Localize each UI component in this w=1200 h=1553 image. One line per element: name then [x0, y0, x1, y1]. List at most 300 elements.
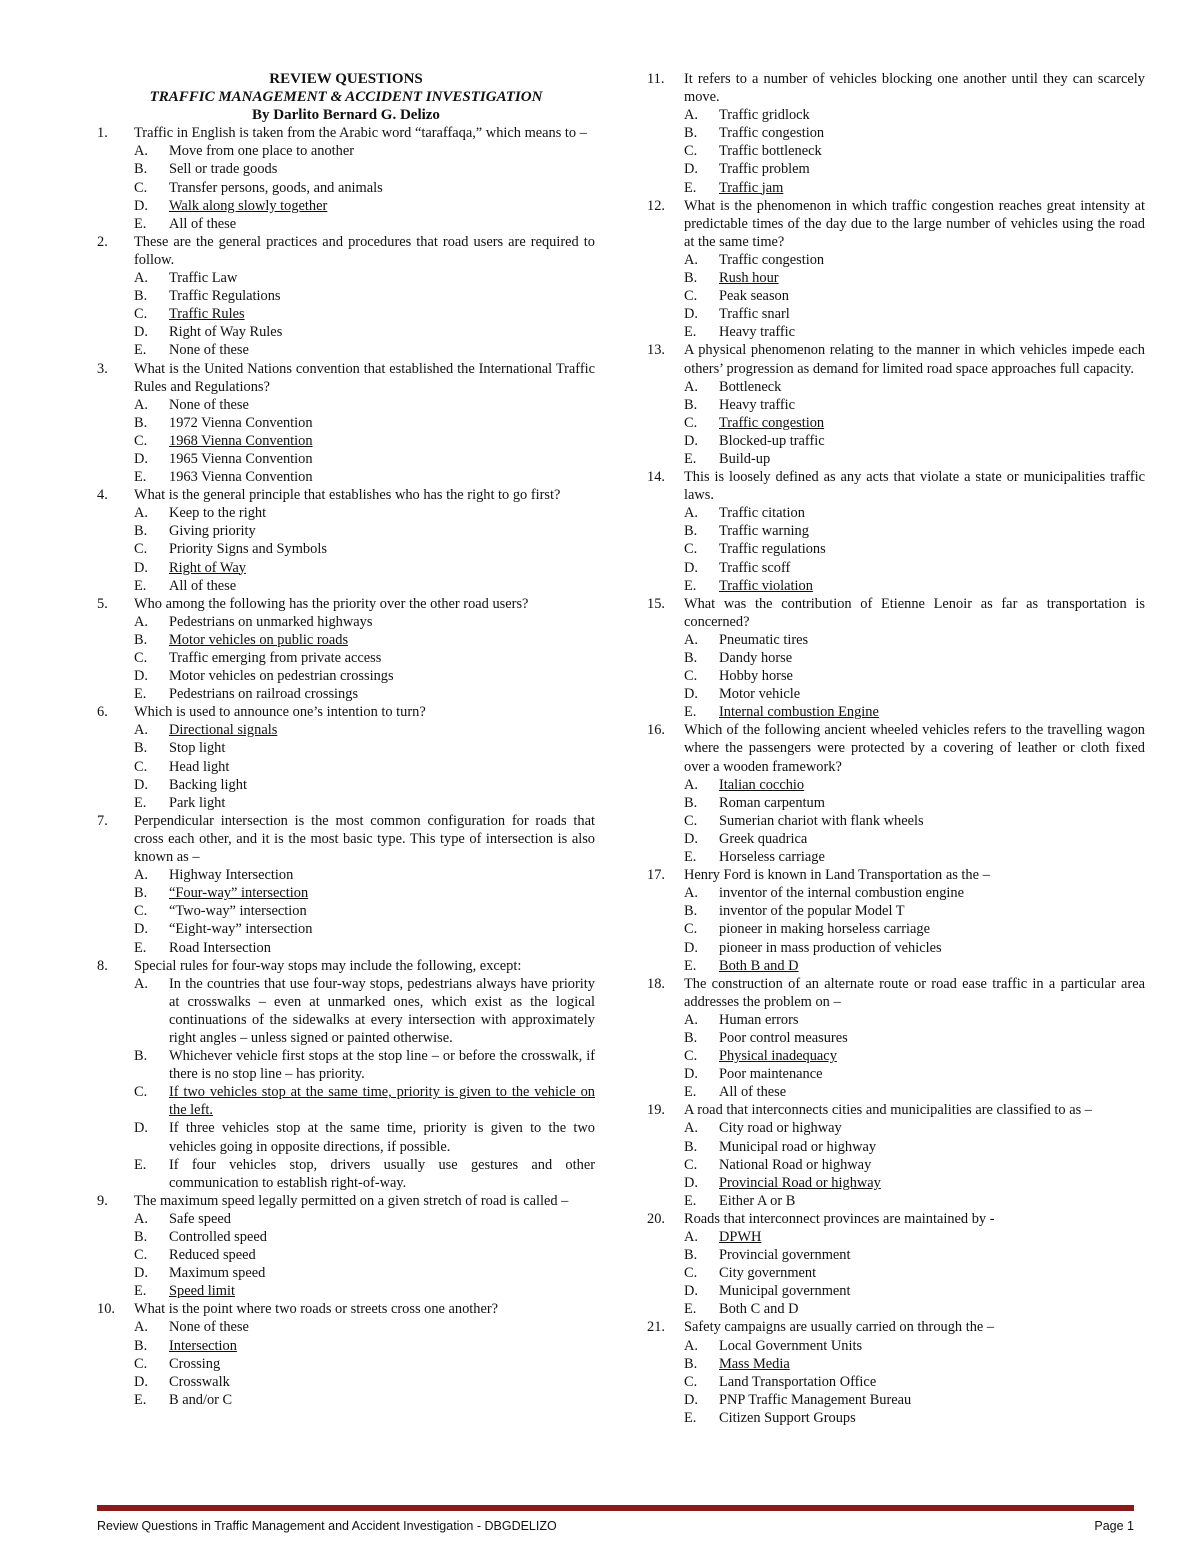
answer-option	[647, 577, 1145, 595]
option-text: “Eight-way” intersection	[169, 921, 313, 938]
correct-answer-text: Traffic congestion	[719, 414, 825, 431]
option-text: Move from one place to another	[169, 143, 355, 160]
option-letter: A.	[684, 1120, 698, 1137]
footer-rule	[97, 1505, 1134, 1511]
option-letter: C.	[684, 143, 698, 160]
option-text: All of these	[169, 215, 237, 232]
option-letter: A.	[134, 613, 148, 630]
option-letter: B.	[134, 631, 148, 648]
question	[97, 703, 595, 721]
answer-option	[97, 866, 595, 884]
answer-option	[97, 559, 595, 577]
question-text: It refers to a number of vehicles blocking one another until they can scarcely move.	[684, 71, 1145, 106]
question-text: The maximum speed legally permitted on a given stretch of road is called –	[134, 1192, 569, 1209]
answer-option	[97, 504, 595, 522]
answer-option	[97, 649, 595, 667]
option-text: inventor of the internal combustion engine	[719, 885, 964, 902]
option-letter: D.	[684, 1066, 698, 1083]
answer-option	[97, 1391, 595, 1409]
option-text: In the countries that use four-way stops, pedestrians always have priority at crosswalks – even at unmarked ones, which exist as the logical continuations of the sidewalks at every intersection with approximately right angles – unless signed or painted otherwise.	[169, 975, 595, 1046]
option-letter: B.	[684, 523, 698, 540]
option-text: Motor vehicle	[719, 686, 801, 703]
answer-option	[647, 1156, 1145, 1174]
answer-option	[647, 812, 1145, 830]
question-text: This is loosely defined as any acts that violate a state or municipalities traffic laws.	[684, 469, 1145, 504]
question-number: 9.	[97, 1192, 108, 1209]
option-letter: A.	[134, 867, 148, 884]
question-number: 5.	[97, 595, 108, 612]
question-text: Roads that interconnect provinces are maintained by -	[684, 1210, 995, 1227]
option-text: City government	[719, 1265, 817, 1282]
option-text: Poor maintenance	[719, 1066, 823, 1083]
answer-option	[97, 414, 595, 432]
option-letter: D.	[684, 1174, 698, 1191]
option-letter: E.	[134, 342, 147, 359]
right-question-list	[647, 70, 1145, 1427]
option-text: Sell or trade goods	[169, 161, 278, 178]
option-letter: D.	[134, 668, 148, 685]
doc-title: REVIEW QUESTIONS	[269, 71, 423, 87]
option-text: B and/or C	[169, 1391, 233, 1408]
answer-option	[97, 1246, 595, 1264]
option-text: Traffic congestion	[719, 125, 825, 142]
option-letter: D.	[134, 1120, 148, 1137]
answer-option	[97, 758, 595, 776]
question	[647, 866, 1145, 884]
question-text: Traffic in English is taken from the Arabic word “taraffaqa,” which means to –	[134, 125, 587, 142]
question-number: 12.	[647, 197, 665, 214]
answer-option	[97, 1355, 595, 1373]
page-number: Page 1	[1094, 1519, 1134, 1533]
answer-option	[97, 1282, 595, 1300]
correct-answer-text: Intersection	[169, 1337, 237, 1354]
option-letter: E.	[134, 469, 147, 486]
option-text: Traffic citation	[719, 505, 805, 522]
option-letter: D.	[684, 1391, 698, 1408]
option-text: “Two-way” intersection	[169, 903, 307, 920]
option-text: Keep to the right	[169, 505, 267, 522]
doc-subtitle: TRAFFIC MANAGEMENT & ACCIDENT INVESTIGATION	[149, 89, 543, 106]
answer-option	[97, 975, 595, 1047]
answer-option	[647, 142, 1145, 160]
option-letter: E.	[134, 939, 147, 956]
option-text: Pneumatic tires	[719, 631, 809, 648]
correct-answer-text: Walk along slowly together	[169, 197, 328, 214]
answer-option	[647, 848, 1145, 866]
answer-option	[647, 1391, 1145, 1409]
answer-option	[647, 1355, 1145, 1373]
question-number: 19.	[647, 1102, 665, 1119]
option-letter: B.	[684, 794, 698, 811]
left-column	[97, 70, 595, 1409]
answer-option	[97, 1318, 595, 1336]
option-letter: E.	[684, 1301, 697, 1318]
answer-option	[97, 721, 595, 739]
question-text: The construction of an alternate route or road ease traffic in a particular area addresses the problem on –	[684, 975, 1145, 1010]
option-letter: B.	[684, 903, 698, 920]
option-letter: A.	[684, 1011, 698, 1028]
question-number: 8.	[97, 957, 108, 974]
option-letter: E.	[684, 450, 697, 467]
question-text: Special rules for four-way stops may include the following, except:	[134, 957, 522, 974]
question	[647, 1101, 1145, 1119]
option-letter: A.	[134, 143, 148, 160]
option-text: Heavy traffic	[719, 324, 796, 341]
option-text: Poor control measures	[719, 1029, 848, 1046]
question	[97, 124, 595, 142]
answer-option	[97, 667, 595, 685]
question-number: 7.	[97, 812, 108, 829]
question-text: What was the contribution of Etienne Lenoir as far as transportation is concerned?	[684, 595, 1145, 630]
answer-option	[647, 1246, 1145, 1264]
option-letter: B.	[134, 161, 148, 178]
option-text: Traffic warning	[719, 523, 809, 540]
option-letter: D.	[134, 1265, 148, 1282]
option-text: pioneer in making horseless carriage	[719, 921, 930, 938]
option-letter: D.	[134, 1373, 148, 1390]
answer-option	[97, 1119, 595, 1155]
answer-option	[647, 432, 1145, 450]
option-letter: C.	[684, 541, 698, 558]
option-letter: A.	[684, 251, 698, 268]
correct-answer-text: Motor vehicles on public roads	[169, 631, 349, 648]
answer-option	[647, 269, 1145, 287]
option-text: Heavy traffic	[719, 396, 796, 413]
answer-option	[97, 341, 595, 359]
option-letter: D.	[684, 161, 698, 178]
answer-option	[97, 1210, 595, 1228]
correct-answer-text: Right of Way	[169, 559, 246, 576]
question	[647, 595, 1145, 631]
answer-option	[97, 1083, 595, 1119]
answer-option	[97, 685, 595, 703]
answer-option	[97, 613, 595, 631]
option-letter: A.	[134, 1319, 148, 1336]
option-letter: A.	[684, 378, 698, 395]
question-text: What is the phenomenon in which traffic congestion reaches great intensity at predictable times of the day due to the large number of vehicles using the road at the same time?	[684, 197, 1145, 250]
option-text: Maximum speed	[169, 1265, 266, 1282]
option-text: Either A or B	[719, 1192, 796, 1209]
question	[647, 341, 1145, 377]
answer-option	[647, 703, 1145, 721]
correct-answer-text: “Four-way” intersection	[169, 885, 309, 902]
answer-option	[647, 287, 1145, 305]
left-question-list	[97, 124, 595, 1409]
answer-option	[97, 305, 595, 323]
option-text: None of these	[169, 396, 249, 413]
option-text: Giving priority	[169, 523, 256, 540]
option-text: Traffic congestion	[719, 251, 825, 268]
option-letter: C.	[684, 288, 698, 305]
answer-option	[647, 1138, 1145, 1156]
answer-option	[97, 160, 595, 178]
option-letter: B.	[134, 1048, 148, 1065]
answer-option	[97, 1337, 595, 1355]
option-letter: D.	[684, 559, 698, 576]
option-text: Local Government Units	[719, 1337, 863, 1354]
correct-answer-text: Speed limit	[169, 1283, 235, 1300]
answer-option	[647, 794, 1145, 812]
question	[97, 486, 595, 504]
option-letter: A.	[134, 505, 148, 522]
question-number: 1.	[97, 125, 108, 142]
option-text: Traffic Law	[169, 270, 238, 287]
option-text: Hobby horse	[719, 668, 793, 685]
option-text: All of these	[169, 577, 237, 594]
option-letter: C.	[684, 668, 698, 685]
question-text: Henry Ford is known in Land Transportation as the –	[684, 867, 990, 884]
answer-option	[647, 106, 1145, 124]
option-letter: D.	[134, 921, 148, 938]
answer-option	[647, 631, 1145, 649]
question-number: 13.	[647, 342, 665, 359]
option-text: City road or highway	[719, 1120, 842, 1137]
option-letter: C.	[684, 1048, 698, 1065]
answer-option	[97, 920, 595, 938]
question-number: 20.	[647, 1210, 665, 1227]
option-text: None of these	[169, 342, 249, 359]
option-text: None of these	[169, 1319, 249, 1336]
answer-option	[97, 468, 595, 486]
question	[647, 1318, 1145, 1336]
option-letter: A.	[134, 722, 148, 739]
question	[97, 360, 595, 396]
option-letter: B.	[134, 740, 148, 757]
option-letter: B.	[684, 650, 698, 666]
answer-option	[97, 739, 595, 757]
option-text: Motor vehicles on pedestrian crossings	[169, 668, 394, 685]
option-text: Head light	[169, 758, 230, 775]
answer-option	[97, 884, 595, 902]
answer-option	[97, 540, 595, 558]
option-text: Land Transportation Office	[719, 1373, 877, 1390]
option-letter: D.	[134, 559, 148, 576]
option-text: Whichever vehicle first stops at the stop line – or before the crosswalk, if there is no stop line – has priority.	[169, 1048, 595, 1083]
question-number: 4.	[97, 487, 108, 504]
correct-answer-text: Directional signals	[169, 722, 278, 739]
answer-option	[97, 215, 595, 233]
answer-option	[647, 179, 1145, 197]
option-letter: D.	[134, 197, 148, 214]
question	[647, 1210, 1145, 1228]
option-letter: A.	[134, 396, 148, 413]
answer-option	[97, 432, 595, 450]
answer-option	[647, 1083, 1145, 1101]
answer-option	[647, 957, 1145, 975]
option-letter: C.	[134, 758, 148, 775]
option-letter: E.	[134, 686, 147, 703]
option-letter: C.	[134, 903, 148, 920]
correct-answer-text: Both B and D	[719, 957, 799, 974]
option-letter: B.	[684, 1029, 698, 1046]
answer-option	[97, 1047, 595, 1083]
option-text: Transfer persons, goods, and animals	[169, 179, 383, 196]
option-letter: C.	[684, 812, 698, 829]
option-letter: B.	[684, 125, 698, 142]
option-letter: C.	[134, 179, 148, 196]
option-text: Bottleneck	[719, 378, 782, 395]
option-text: Stop light	[169, 740, 226, 757]
doc-author: By Darlito Bernard G. Delizo	[252, 107, 440, 124]
question-number: 6.	[97, 704, 108, 721]
option-letter: D.	[684, 939, 698, 956]
question-text: Who among the following has the priority over the other road users?	[134, 595, 529, 612]
option-letter: E.	[684, 1192, 697, 1209]
answer-option	[647, 902, 1145, 920]
answer-option	[97, 577, 595, 595]
option-text: Crosswalk	[169, 1373, 230, 1390]
correct-answer-text: Internal combustion Engine	[719, 704, 879, 721]
answer-option	[647, 1300, 1145, 1318]
answer-option	[647, 323, 1145, 341]
option-letter: E.	[684, 577, 697, 594]
option-letter: C.	[134, 1247, 148, 1264]
option-text: Highway Intersection	[169, 867, 294, 884]
option-text: If three vehicles stop at the same time, priority is given to the two vehicles going in opposite directions, if possible.	[169, 1120, 595, 1155]
option-text: inventor of the popular Model T	[719, 903, 905, 920]
option-letter: C.	[684, 1265, 698, 1282]
question	[97, 1192, 595, 1210]
correct-answer-text: Mass Media	[719, 1355, 790, 1372]
option-letter: B.	[134, 1337, 148, 1354]
correct-answer-text: Traffic violation	[719, 577, 813, 594]
option-letter: A.	[684, 631, 698, 648]
answer-option	[97, 794, 595, 812]
question	[647, 468, 1145, 504]
question-text: What is the United Nations convention that established the International Traffic Rules and Regulations?	[134, 360, 595, 395]
answer-option	[97, 939, 595, 957]
answer-option	[647, 396, 1145, 414]
answer-option	[647, 251, 1145, 269]
option-text: 1963 Vienna Convention	[169, 469, 313, 486]
option-letter: A.	[134, 270, 148, 287]
option-letter: B.	[684, 1355, 698, 1372]
answer-option	[647, 667, 1145, 685]
answer-option	[647, 939, 1145, 957]
option-text: Horseless carriage	[719, 849, 825, 866]
answer-option	[647, 504, 1145, 522]
option-text: Controlled speed	[169, 1229, 267, 1245]
option-text: Blocked-up traffic	[719, 432, 825, 449]
correct-answer-text: Rush hour	[719, 270, 779, 287]
page-footer	[97, 1519, 1134, 1533]
option-letter: E.	[684, 324, 697, 341]
correct-answer-text: Traffic Rules	[169, 306, 245, 323]
answer-option	[647, 305, 1145, 323]
question-number: 21.	[647, 1319, 665, 1336]
option-text: 1972 Vienna Convention	[169, 414, 313, 431]
option-letter: C.	[134, 1084, 148, 1101]
option-letter: A.	[134, 1210, 148, 1227]
question	[647, 70, 1145, 106]
answer-option	[647, 522, 1145, 540]
option-letter: C.	[684, 921, 698, 938]
answer-option	[647, 1282, 1145, 1300]
answer-option	[647, 414, 1145, 432]
option-text: Pedestrians on railroad crossings	[169, 686, 359, 703]
correct-answer-text: 1968 Vienna Convention	[169, 432, 313, 449]
question	[647, 721, 1145, 775]
option-text: Municipal road or highway	[719, 1138, 877, 1155]
answer-option	[97, 1228, 595, 1246]
question-number: 18.	[647, 975, 665, 992]
question-number: 11.	[647, 71, 665, 87]
option-letter: E.	[134, 215, 147, 232]
answer-option	[647, 540, 1145, 558]
option-text: Crossing	[169, 1355, 221, 1372]
option-letter: A.	[134, 975, 148, 992]
option-letter: B.	[134, 885, 148, 902]
option-text: Provincial government	[719, 1247, 851, 1264]
option-letter: E.	[684, 704, 697, 721]
option-letter: D.	[684, 432, 698, 449]
answer-option	[97, 1373, 595, 1391]
question-text: Which of the following ancient wheeled vehicles refers to the travelling wagon where the passengers were protected by a covering of leather or cloth fixed over a wooden framework?	[684, 722, 1145, 775]
option-text: All of these	[719, 1084, 787, 1101]
question-text: What is the general principle that establishes who has the right to go first?	[134, 487, 561, 504]
question-text: Perpendicular intersection is the most common configuration for roads that cross each other, and it is the most basic type. This type of intersection is also known as –	[134, 812, 595, 866]
option-text: Traffic scoff	[719, 559, 791, 576]
option-letter: D.	[134, 324, 148, 341]
question-number: 2.	[97, 233, 108, 250]
question	[97, 595, 595, 613]
answer-option	[97, 902, 595, 920]
answer-option	[97, 1264, 595, 1282]
question	[97, 957, 595, 975]
answer-option	[647, 378, 1145, 396]
answer-option	[647, 1264, 1145, 1282]
option-text: Peak season	[719, 288, 789, 305]
option-letter: A.	[684, 885, 698, 902]
option-letter: C.	[134, 306, 148, 323]
option-letter: E.	[684, 1409, 697, 1426]
option-letter: D.	[684, 686, 698, 703]
option-letter: B.	[684, 1138, 698, 1155]
option-letter: E.	[134, 1283, 147, 1300]
option-text: Roman carpentum	[719, 794, 825, 811]
answer-option	[647, 776, 1145, 794]
correct-answer-text: Provincial Road or highway	[719, 1174, 881, 1191]
option-text: National Road or highway	[719, 1156, 872, 1173]
option-text: Human errors	[719, 1011, 799, 1028]
answer-option	[647, 830, 1145, 848]
answer-option	[647, 1228, 1145, 1246]
option-letter: D.	[684, 306, 698, 323]
option-text: pioneer in mass production of vehicles	[719, 939, 942, 956]
option-letter: D.	[684, 830, 698, 847]
answer-option	[647, 1011, 1145, 1029]
question-number: 10.	[97, 1301, 115, 1318]
answer-option	[97, 450, 595, 468]
answer-option	[647, 1029, 1145, 1047]
question-number: 14.	[647, 469, 665, 486]
option-text: PNP Traffic Management Bureau	[719, 1391, 912, 1408]
option-text: Road Intersection	[169, 939, 271, 956]
option-letter: B.	[134, 1229, 148, 1245]
option-letter: E.	[134, 794, 147, 811]
option-text: Traffic gridlock	[719, 107, 810, 124]
option-text: Right of Way Rules	[169, 324, 283, 341]
question-number: 16.	[647, 722, 665, 739]
answer-option	[647, 559, 1145, 577]
answer-option	[97, 776, 595, 794]
question-text: A road that interconnects cities and municipalities are classified to as –	[684, 1102, 1093, 1119]
option-letter: B.	[684, 1247, 698, 1264]
option-letter: A.	[684, 776, 698, 793]
option-letter: C.	[684, 1156, 698, 1173]
option-letter: B.	[134, 414, 148, 431]
answer-option	[647, 649, 1145, 667]
